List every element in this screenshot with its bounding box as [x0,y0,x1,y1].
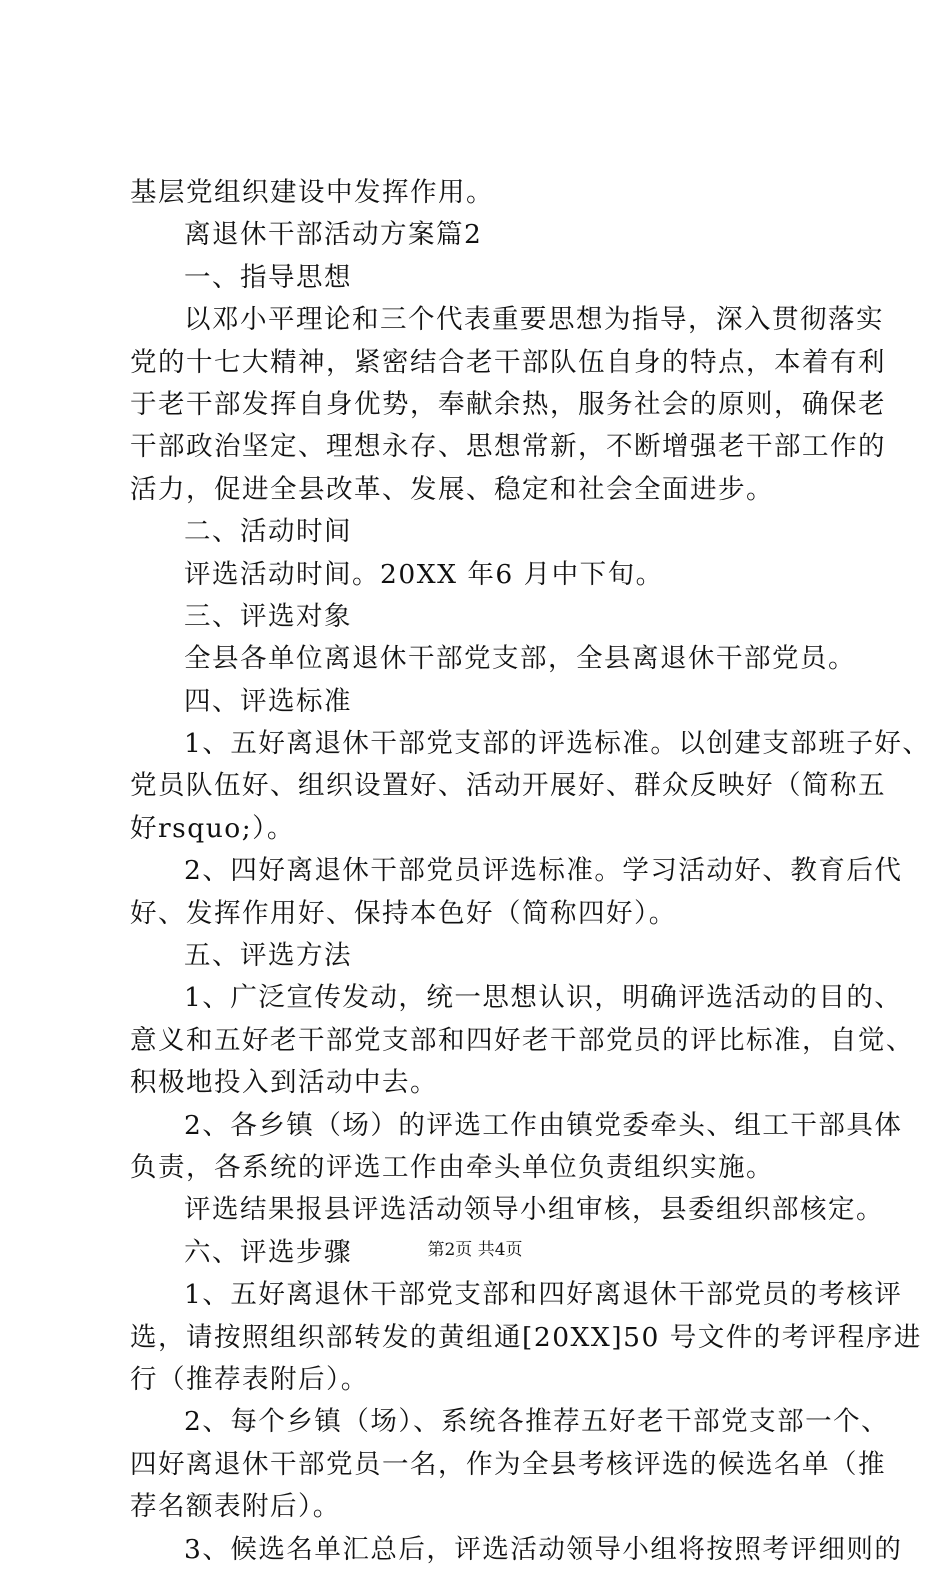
text-line: 全县各单位离退休干部党支部，全县离退休干部党员。 [184,643,856,675]
text-line: 六、评选步骤 [184,1236,352,1268]
text-line: 五、评选方法 [184,940,352,972]
text-line: 好、发挥作用好、保持本色好（简称四好）。 [130,897,677,929]
text-line: 四好离退休干部党员一名，作为全县考核评选的候选名单（推 [130,1448,886,1480]
text-line: 党的十七大精神，紧密结合老干部队伍自身的特点，本着有利 [130,346,886,378]
text-line: 活力，促进全县改革、发展、稳定和社会全面进步。 [130,473,774,505]
text-line: 1、五好离退休干部党支部和四好离退休干部党员的考核评 [184,1279,903,1311]
text-line: 于老干部发挥自身优势，奉献余热，服务社会的原则，确保老 [130,388,886,420]
text-line: 3、候选名单汇总后，评选活动领导小组将按照考评细则的 [184,1533,903,1565]
text-line: 1、五好离退休干部党支部的评选标准。以创建支部班子好、 [184,728,931,760]
text-line: 意义和五好老干部党支部和四好老干部党员的评比标准，自觉、 [130,1024,914,1056]
text-line: 积极地投入到活动中去。 [130,1067,438,1099]
text-line: 评选结果报县评选活动领导小组审核，县委组织部核定。 [184,1194,884,1226]
text-line: 干部政治坚定、理想永存、思想常新，不断增强老干部工作的 [130,431,886,463]
text-line: 2、各乡镇（场）的评选工作由镇党委牵头、组工干部具体 [184,1109,903,1141]
document-body [130,172,931,1571]
text-line: 2、四好离退休干部党员评选标准。学习活动好、教育后代 [184,855,903,887]
text-line: 评选活动时间。20XX 年6 月中下旬。 [184,558,664,590]
text-line: 好rsquo;）。 [130,812,295,844]
text-line: 以邓小平理论和三个代表重要思想为指导，深入贯彻落实 [184,304,884,336]
text-line: 党员队伍好、组织设置好、活动开展好、群众反映好（简称五 [130,770,886,802]
text-line: 三、评选对象 [184,600,352,632]
text-line: 行（推荐表附后）。 [130,1363,369,1395]
page-footer: 第2页 共4页 [427,1240,523,1260]
text-line: 一、指导思想 [184,261,352,293]
text-line: 荐名额表附后）。 [130,1491,341,1523]
text-line: 二、活动时间 [184,516,352,548]
text-line: 2、每个乡镇（场）、系统各推荐五好老干部党支部一个、 [184,1406,890,1438]
text-line: 基层党组织建设中发挥作用。 [130,177,494,208]
text-line: 四、评选标准 [184,685,352,717]
text-line: 负责，各系统的评选工作由牵头单位负责组织实施。 [130,1151,774,1183]
text-line: 1、广泛宣传发动，统一思想认识，明确评选活动的目的、 [184,982,903,1014]
text-line: 选，请按照组织部转发的黄组通[20XX]50 号文件的考评程序进 [130,1321,922,1353]
text-line: 离退休干部活动方案篇2 [184,219,483,251]
